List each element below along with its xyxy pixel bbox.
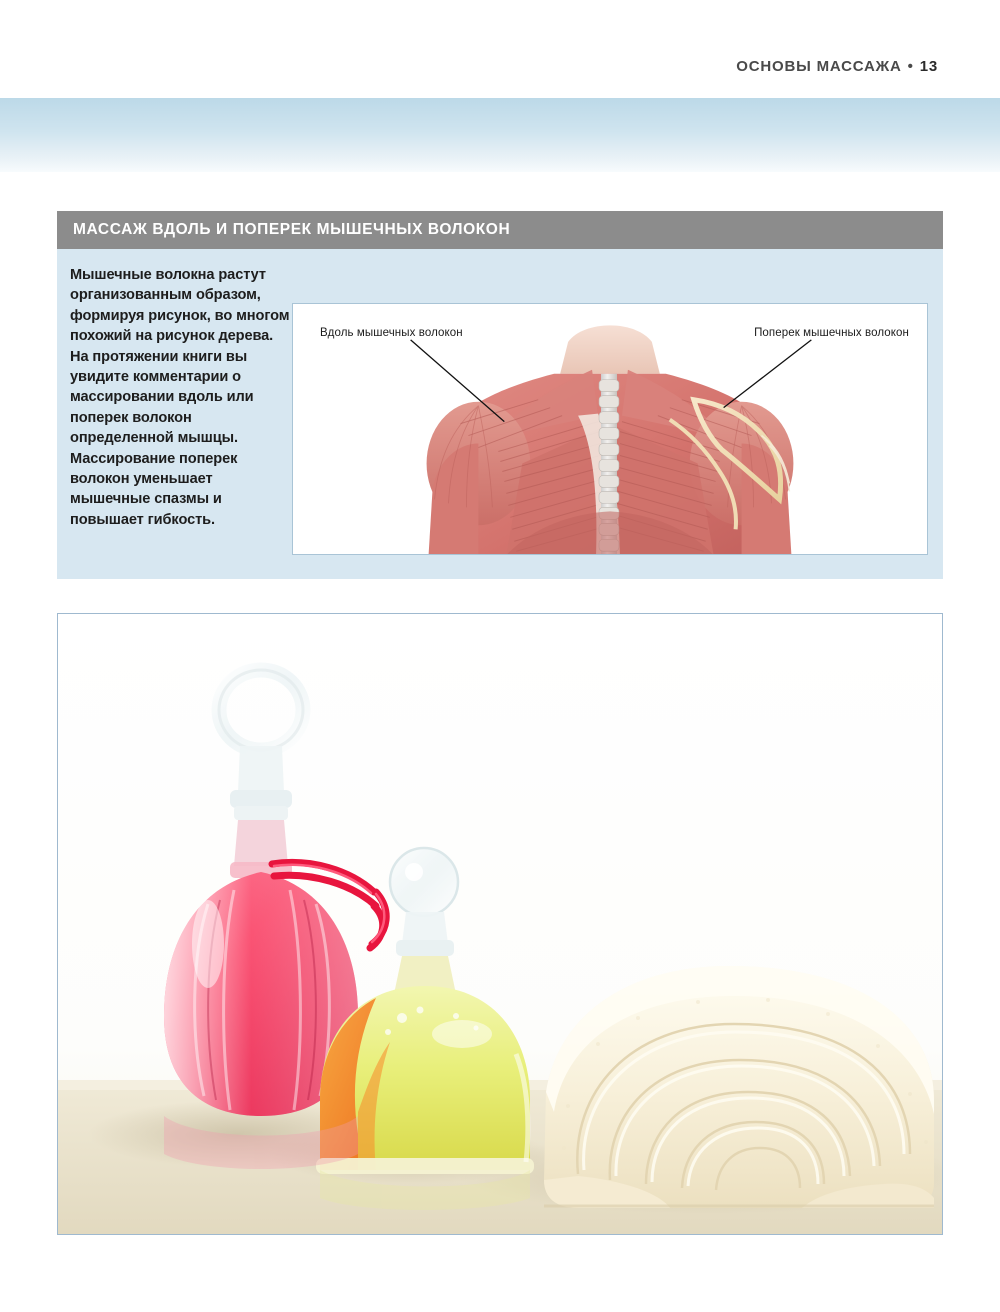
photo-box — [57, 613, 943, 1235]
info-box-header — [57, 211, 943, 249]
page-number: 13 — [919, 58, 938, 75]
rolled-towel — [544, 966, 934, 1208]
info-box-body — [57, 249, 943, 579]
top-gradient-band — [0, 98, 1000, 172]
anatomy-figure — [292, 303, 928, 555]
massage-oils-and-towel-photo — [58, 614, 942, 1234]
running-head-title: ОСНОВЫ МАССАЖА — [736, 58, 902, 75]
figure-label-across-fibers: Поперек мышечных волокон — [754, 327, 909, 339]
info-box — [57, 211, 943, 579]
running-head — [736, 58, 938, 75]
running-head-separator: • — [907, 58, 914, 75]
info-box-title: МАССАЖ ВДОЛЬ И ПОПЕРЕК МЫШЕЧНЫХ ВОЛОКОН — [73, 221, 511, 238]
info-box-paragraph: Мышечные волокна растут организованным образом, формируя рисунок, во многом похожий на рисунок дерева. На протяжении книги вы увидите комментарии о массировании вдоль или поперек волокон определенной мышцы. Массирование поперек волокон уменьшает мышечные спазмы и повышает гибкость. — [70, 267, 290, 528]
figure-label-along-fibers: Вдоль мышечных волокон — [320, 327, 463, 339]
anatomy-illustration — [293, 304, 927, 555]
